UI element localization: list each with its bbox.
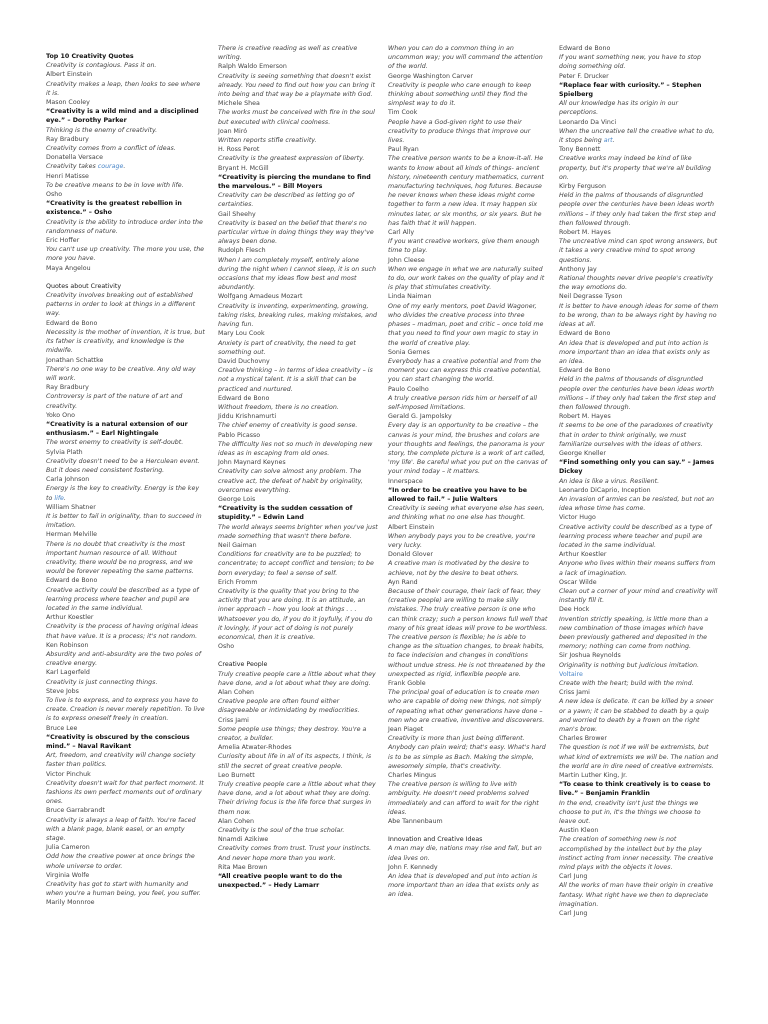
column-2: [218, 44, 378, 890]
quote-author: Wolfgang Amadeus Mozart: [218, 293, 303, 301]
quote-text: An invasion of armies can be resisted, but not an idea whose time has come.: [559, 495, 714, 513]
quote-text: Absurdity and anti-absurdity are the two poles of creative energy.: [46, 651, 201, 668]
quote-author: Herman Melville: [46, 531, 97, 539]
quote-text: Creativity doesn't wait for that perfect moment. It fashions its own perfect moments out of ordinary ones.: [46, 779, 204, 806]
quote-author: Robert M. Hayes: [559, 413, 611, 421]
quote-author: Neil Gaiman: [218, 541, 257, 549]
quote-text: The chief enemy of creativity is good sense.: [218, 422, 358, 430]
quote-author: Oscar Wilde: [559, 578, 597, 586]
quote-author: Edward de Bono: [46, 319, 98, 327]
quote-text: Invention strictly speaking, is little more than a new combination of those images which have been previously gathered and deposited in the memory; nothing can come from nothing.: [559, 615, 709, 651]
quote-text: When we engage in what we are naturally suited to do, our work takes on the quality of play and it is play that stimulates creativity.: [388, 265, 545, 292]
quote-author: Edward de Bono: [46, 577, 98, 585]
quote-text: It seems to be one of the paradoxes of creativity that in order to think originally, we must familiarize ourselves with the ideas of others.: [559, 422, 713, 448]
quote-text: Creativity can be described as letting go of certainties.: [218, 192, 354, 209]
quote-author: Rita Mae Brown: [218, 863, 268, 871]
quote-text: The works must be conceived with fire in the soul but executed with clinical coolness.: [218, 109, 375, 126]
quote-text: The world always seems brighter when you've just made something that wasn't there before.: [218, 523, 378, 540]
quote-author: Martin Luther King, Jr.: [559, 772, 628, 780]
quote-author: Alan Cohen: [218, 689, 255, 697]
quote-author: Donald Glover: [388, 551, 433, 559]
quote-text: Held in the palms of thousands of disgruntled people over the centuries have been ideas worth millions – if they only had taken the first step and then followed through.: [559, 192, 716, 227]
quote-author: George Lois: [218, 495, 256, 503]
quote-author: [559, 670, 719, 679]
highlighted-quote: “All creative people want to do the unexpected.” – Hedy Lamarr: [218, 873, 343, 890]
quote-text: Written reports stifle creativity.: [218, 137, 317, 145]
quote-author: George Washington Carver: [388, 72, 473, 80]
inline-link[interactable]: art: [603, 137, 613, 145]
quote-author: Criss Jami: [218, 716, 249, 724]
quote-author: Leonardo Da Vinci: [559, 118, 617, 126]
quote-author: Yoko Ono: [46, 411, 75, 419]
quote-author: Criss Jami: [559, 689, 590, 697]
quote-text: Rational thoughts never drive people's creativity the way emotions do.: [559, 275, 713, 292]
quote-author: Arthur Koestler: [46, 614, 94, 622]
quote-author: Mason Cooley: [46, 99, 90, 107]
column-3: [388, 44, 548, 900]
quote-author: Jean Piaget: [388, 726, 424, 734]
quote-author: Gail Sheehy: [218, 210, 256, 218]
quote-text: Art, freedom, and creativity will change society faster than politics.: [46, 752, 196, 769]
quote-author: Gerald G. Jampolsky: [388, 413, 452, 421]
quote-author: Carl Jung: [559, 873, 588, 881]
quote-text: Because of their courage, their lack of fear, they (creative people) are willing to make silly mistakes. The truly creative person is one who can think crazy; such a person knows full well that many of his great ideas will prove to be worthless. The creative person is flexible; he is able to change as the situation changes, to break habits, to face indecision and changes in conditions without undue stress. He is not threatened by the unexpected as rigid, inflexible people are.: [388, 587, 548, 678]
quote-text: Held in the palms of thousands of disgruntled people over the centuries have been ideas worth millions – if they only had taken the first step and then followed through.: [559, 376, 716, 411]
quote-author: Paul Ryan: [388, 146, 419, 154]
inline-link[interactable]: life: [54, 494, 64, 502]
quote-author: Peter F. Drucker: [559, 72, 609, 80]
quote-author: Arthur Koestler: [559, 551, 607, 559]
quote-text: Creative activity could be described as a type of learning process where teacher and pupil are located in the same individual.: [559, 523, 712, 549]
quote-author: Carl Ally: [388, 229, 415, 237]
quote-text: Originality is nothing but judicious imitation.: [559, 661, 699, 669]
quote-author: Victor Pinchuk: [46, 770, 91, 778]
quote-text: An idea that is developed and put into action is more important than an idea that exists only as an idea.: [388, 873, 539, 899]
quote-text: Necessity is the mother of invention, it is true, but its father is creativity, and knowledge is the midwife.: [46, 328, 205, 355]
quote-author: Neil Degrasse Tyson: [559, 293, 623, 301]
highlighted-quote: “Creativity is a natural extension of our enthusiasm.” – Earl Nightingale: [46, 420, 188, 438]
quote-text: If you want something new, you have to stop doing something old.: [559, 54, 702, 71]
quote-author: Ayn Rand: [388, 578, 418, 586]
highlighted-quote: “Creativity is the sudden cessation of stupidity.” – Edwin Land: [218, 505, 353, 522]
quote-author: Edward de Bono: [559, 330, 611, 338]
highlighted-quote: “Replace fear with curiosity.” – Stephen Spielberg: [559, 81, 702, 99]
quote-text: Creativity involves breaking out of established patterns in order to look at things in a different way.: [46, 292, 196, 318]
quote-text: Anxiety is part of creativity, the need to get something out.: [218, 339, 356, 356]
quote-author: Pablo Picasso: [218, 431, 261, 439]
quote-author: George Kneller: [559, 449, 606, 457]
quote-author: H. Ross Perot: [218, 146, 260, 154]
quote-text: Creativity is contagious. Pass it on.: [46, 62, 157, 70]
section-heading: Innovation and Creative Ideas: [388, 836, 483, 844]
quote-text: Truly creative people care a little about what they have done, and a lot about what they are doing.: [218, 670, 376, 687]
quote-text: Creativity is seeing what everyone else has seen, and thinking what no one else has thought.: [388, 505, 545, 522]
quote-author: John Maynard Keynes: [218, 459, 286, 467]
quote-text: Creativity can solve almost any problem. The creative act, the defeat of habit by originality, overcomes everything.: [218, 468, 363, 494]
quote-author: Joan Miró: [218, 127, 248, 135]
column-4: [559, 44, 719, 918]
quote-text: One of my early mentors, poet David Wagoner, who divides the creative process into three phases – madman, poet and critic – once told me that you need to find your own magic to stay in the world of creative play.: [388, 302, 544, 347]
quote-text: Creative thinking – in terms of idea creativity – is not a mystical talent. It is a skill that can be practiced and nurtured.: [218, 367, 373, 393]
quote-author: Erich Fromm: [218, 578, 258, 586]
quote-text: It is better to fail in originality, than to succeed in imitation.: [46, 512, 202, 530]
quote-text: Creative works may indeed be kind of like property, but it's property that we're all building on.: [559, 155, 711, 181]
quote-text: When I am completely myself, entirely alone during the night when I cannot sleep, it is on such occasions that my ideas flow best and most abundantly.: [218, 256, 376, 292]
quote-text: A creative man is motivated by the desire to achieve, not by the desire to beat others.: [388, 560, 529, 577]
quote-text: There is creative reading as well as creative writing.: [218, 45, 358, 62]
quote-author: Karl Lagerfeld: [46, 669, 90, 677]
quote-author: Tim Cook: [388, 109, 418, 117]
quote-text: Creativity doesn't need to be a Herculean event. But it does need consistent fostering.: [46, 457, 200, 474]
quote-text: Creativity is the ability to introduce order into the randomness of nature.: [46, 218, 203, 235]
inline-link[interactable]: courage: [97, 163, 124, 171]
quote-text: If you want creative workers, give them enough time to play.: [388, 238, 540, 255]
column-1: [46, 52, 206, 908]
quote-text: Creativity is always a leap of faith. You're faced with a blank page, blank easel, or an empty stage.: [46, 816, 196, 843]
quote-author: Jiddu Krishnamurti: [218, 413, 277, 421]
quote-author: Carla Johnson: [46, 476, 90, 484]
quote-text: Creativity comes from a conflict of ideas.: [46, 145, 176, 153]
highlighted-quote: “To cease to think creatively is to cease to live.” – Benjamin Franklin: [559, 781, 711, 798]
quote-author: Amelia Atwater-Rhodes: [218, 744, 292, 752]
quote-author: Edward de Bono: [559, 45, 611, 52]
quote-text: In the end, creativity isn't just the things we choose to put in, it's the things we choose to leave out.: [559, 799, 701, 826]
quote-text: Creative activity could be described as a type of learning process where teacher and pupil are located in the same individual.: [46, 586, 199, 612]
quote-author: Donatella Versace: [46, 154, 104, 162]
highlighted-quote: “Creativity is piercing the mundane to find the marvelous.” – Bill Moyers: [218, 173, 371, 191]
quote-author: Jonathan Schattke: [46, 356, 104, 364]
quote-text: Creativity is the quality that you bring to the activity that you are doing. It is an attitude, an inner approach – how you look at things . . . Whatsoever you do, if you do it joyfully, if you do it lovingly, if your act of doing is not purely economical, then it is creative.: [218, 587, 373, 641]
quote-author: Maya Angelou: [46, 264, 91, 272]
quote-text: A truly creative person rids him or herself of all self-imposed limitations.: [388, 394, 537, 411]
quote-author: Ray Bradbury: [46, 135, 89, 143]
quote-author: Mary Lou Cook: [218, 330, 265, 338]
quote-text: Every day is an opportunity to be creative – the canvas is your mind, the brushes and colors are your thoughts and feelings, the panorama is your story, the complete picture is a work of art called, 'my life'. Be careful what you put on the canvas of your mind today – it matters.: [388, 422, 547, 476]
quote-author: Dee Hock: [559, 606, 590, 614]
quote-author: John Cleese: [388, 256, 425, 264]
quote-author: Marily Monnroe: [46, 899, 95, 907]
quote-text: There's no one way to be creative. Any old way will work.: [46, 365, 196, 382]
quote-author: Kirby Ferguson: [559, 183, 606, 191]
quote-text: Creativity makes a leap, then looks to see where it is.: [46, 80, 201, 97]
quote-text: Some people use things; they destroy. You're a creator, a builder.: [218, 725, 367, 743]
quote-author: Albert Einstein: [46, 71, 93, 79]
quote-author: Charles Brower: [559, 735, 607, 743]
section-gap: [388, 826, 548, 835]
quote-text: Creativity is just connecting things.: [46, 678, 158, 686]
highlighted-quote: “Find something only you can say.” – James Dickey: [559, 459, 715, 476]
quote-author: Tony Bennett: [559, 146, 601, 154]
quote-text: Creativity is the process of having original ideas that have value. It is a process; it's not random.: [46, 623, 198, 640]
quote-author: Henri Matisse: [46, 172, 89, 180]
quote-author: Rudolph Flesch: [218, 247, 266, 255]
section-heading: Top 10 Creativity Quotes: [46, 53, 134, 60]
quote-text: The difficulty lies not so much in developing new ideas as in escaping from old ones.: [218, 440, 373, 457]
quote-author: Julia Cameron: [46, 844, 90, 852]
quote-text: All the works of man have their origin in creative fantasy. What right have we then to depreciate imagination.: [559, 882, 714, 908]
highlighted-quote: “Creativity is the greatest rebellion in existence.” – Osho: [46, 200, 182, 217]
quote-author: Carl Jung: [559, 910, 588, 918]
quote-text: Clean out a corner of your mind and creativity will instantly fill it.: [559, 587, 718, 605]
quote-author: Michele Shea: [218, 100, 260, 108]
quote-text: An idea that is developed and put into action is more important than an idea that exists only as an idea.: [559, 339, 710, 365]
quote-text: An idea is like a virus. Resilient.: [559, 477, 660, 485]
quote-text: Creativity is seeing something that doesn't exist already. You need to find out how you can bring it into being and that way be a playmate with God.: [218, 72, 376, 99]
quote-author: Edward de Bono: [559, 367, 611, 375]
quote-text: To live is to express, and to express you have to create. Creation is never merely repetition. To live is to express oneself freely in creation.: [46, 697, 205, 723]
quote-author: Austin Kleon: [559, 827, 599, 835]
quote-text: Creativity is inventing, experimenting, growing, taking risks, breaking rules, making mistakes, and having fun.: [218, 302, 377, 329]
quote-text: Anyone who lives within their means suffers from a lack of imagination.: [559, 560, 716, 577]
section-heading: Creative People: [218, 661, 268, 669]
quote-text: The creation of something new is not accomplished by the intellect but by the play instinct acting from inner necessity. The creative mind plays with the objects it loves.: [559, 836, 714, 872]
quote-author: Bruce Garrabrandt: [46, 807, 105, 815]
quote-text: There is no doubt that creativity is the most important human resource of all. Without creativity, there would be no progress, and we would be forever repeating the same patterns.: [46, 540, 194, 576]
quote-text: Controversy is part of the nature of art and creativity.: [46, 393, 183, 410]
quote-text: To be creative means to be in love with life.: [46, 181, 184, 189]
quote-text: The question is not if we will be extremists, but what kind of extremists we will be. The nation and the world are in dire need of creative extremists.: [559, 744, 719, 770]
quote-text: The creative person wants to be a know-it-all. He wants to know about all kinds of things- ancient history, nineteenth century mathematics, current manufacturing techniques, hog futures. Because he never knows when these ideas might come together to form a new idea. It may happen six minutes later, or six months, or six years. But he has faith that it will happen.: [388, 155, 544, 227]
quote-text: You can't use up creativity. The more you use, the more you have.: [46, 246, 205, 263]
quote-text: The worst enemy to creativity is self-doubt.: [46, 439, 184, 447]
quote-text: Creativity takes courage.: [46, 163, 126, 171]
quote-author: Nnamdi Azikiwe: [218, 836, 269, 844]
inline-link[interactable]: Voltaire: [559, 670, 583, 678]
quote-text: Create with the heart; build with the mind.: [559, 680, 694, 688]
quote-author: Ken Robinson: [46, 641, 89, 649]
quote-text: When you can do a common thing in an uncommon way; you will command the attention of the world.: [388, 45, 543, 71]
quote-author: Anthony Jay: [559, 265, 597, 273]
quote-text: Creativity is the greatest expression of liberty.: [218, 155, 365, 163]
quote-author: Innerspace: [388, 477, 423, 485]
section-heading: Quotes about Creativity: [46, 282, 122, 290]
quote-text: People have a God-given right to use their creativity to produce things that improve our lives.: [388, 118, 531, 145]
quote-text: Energy is the key to creativity. Energy is the key to life.: [46, 485, 200, 502]
quote-author: Paulo Coelho: [388, 385, 429, 393]
quote-text: Odd how the creative power at once brings the whole universe to order.: [46, 853, 195, 870]
quote-author: Sir Joshua Reynolds: [559, 652, 621, 660]
quote-author: Osho: [46, 191, 63, 199]
highlighted-quote: “In order to be creative you have to be allowed to fail.” – Julie Walters: [388, 486, 527, 503]
quote-text: The creative person is willing to live with ambiguity. He doesn't need problems solved immediately and can afford to wait for the right ideas.: [388, 781, 539, 816]
quote-author: Virginia Wolfe: [46, 871, 90, 879]
quote-author: Osho: [218, 643, 235, 651]
quote-author: Sonia Gernes: [388, 348, 430, 356]
quote-author: William Shatner: [46, 503, 96, 511]
section-gap: [46, 273, 206, 282]
quote-text: Creativity has got to start with humanity and when you're a human being, you feel, you suffer.: [46, 881, 201, 898]
quote-text: A new idea is delicate. It can be killed by a sneer or a yawn; it can be stabbed to death by a quip and worried to death by a frown on the right man's brow.: [559, 698, 714, 734]
quote-author: Bruce Lee: [46, 724, 78, 732]
quote-author: Leonardo DiCaprio, Inception: [559, 486, 651, 494]
quote-text: Thinking is the enemy of creativity.: [46, 126, 158, 134]
highlighted-quote: “Creativity is a wild mind and a disciplined eye.” – Dorothy Parker: [46, 108, 199, 125]
quote-text: The uncreative mind can spot wrong answers, but it takes a very creative mind to spot wrong questions.: [559, 238, 718, 264]
quote-author: Sylvia Plath: [46, 448, 83, 456]
quote-text: Truly creative people care a little about what they have done, and a lot about what they are doing. Their driving focus is the life force that surges in them now.: [218, 781, 376, 816]
quote-author: Ralph Waldo Emerson: [218, 63, 287, 71]
quote-author: Linda Naiman: [388, 293, 432, 301]
quote-text: Everybody has a creative potential and from the moment you can express this creative potential, you can start changing the world.: [388, 357, 542, 384]
quote-text: When the uncreative tell the creative what to do, it stops being art.: [559, 127, 715, 145]
quote-text: Creativity is people who care enough to keep thinking about something until they find the simplest way to do it.: [388, 81, 532, 108]
quote-text: Creativity is based on the belief that there's no particular virtue in doing things they way they've always been done.: [218, 219, 374, 246]
quote-author: Leo Burnett: [218, 771, 255, 779]
quote-author: Alan Cohen: [218, 817, 255, 825]
quote-text: All our knowledge has its origin in our perceptions.: [559, 100, 679, 117]
quote-text: A man may die, nations may rise and fall, but an idea lives on.: [388, 845, 542, 862]
quote-text: Conditions for creativity are to be puzzled; to concentrate; to accept conflict and tension; to be born everyday; to feel a sense of self.: [218, 551, 374, 577]
quote-author: Frank Goble: [388, 680, 426, 688]
quote-author: Abe Tannenbaum: [388, 818, 443, 826]
quote-author: Edward de Bono: [218, 394, 270, 402]
quote-text: Creative people are often found either disagreeable or intimidating by mediocrities.: [218, 698, 360, 715]
quote-text: Creativity is more than just being different. Anybody can plain weird; that's easy. What's hard is to be as simple as Bach. Making the simple, awesomely simple, that's creativity.: [388, 735, 546, 770]
section-gap: [218, 651, 378, 660]
quote-text: Creativity is the soul of the true scholar.: [218, 827, 345, 835]
quote-text: It is better to have enough ideas for some of them to be wrong, than to be always right by having no ideas at all.: [559, 302, 719, 329]
quote-text: The principal goal of education is to create men who are capable of doing new things, not simply of repeating what other generations have done – men who are creative, inventive and discoverers.: [388, 689, 545, 724]
quote-author: John F. Kennedy: [388, 863, 438, 871]
quote-author: Ray Bradbury: [46, 384, 89, 392]
quote-author: Bryant H. McGill: [218, 164, 269, 172]
quote-text: When anybody pays you to be creative, you're very lucky.: [388, 532, 536, 549]
quote-author: Robert M. Hayes: [559, 229, 611, 237]
quote-text: Without freedom, there is no creation.: [218, 403, 339, 411]
quote-text: Curiosity about life in all of its aspects, I think, is still the secret of great creative people.: [218, 753, 372, 770]
quote-author: David Duchovny: [218, 357, 270, 365]
quote-author: Charles Mingus: [388, 772, 437, 780]
quote-author: Steve Jobs: [46, 687, 79, 695]
quote-author: Albert Einstein: [388, 523, 435, 531]
quote-text: Creativity comes from trust. Trust your instincts. And never hope more than you work.: [218, 845, 372, 862]
quote-author: Victor Hugo: [559, 514, 596, 522]
highlighted-quote: “Creativity is obscured by the conscious mind.” – Naval Ravikant: [46, 733, 190, 751]
quote-author: Eric Hoffer: [46, 237, 80, 245]
